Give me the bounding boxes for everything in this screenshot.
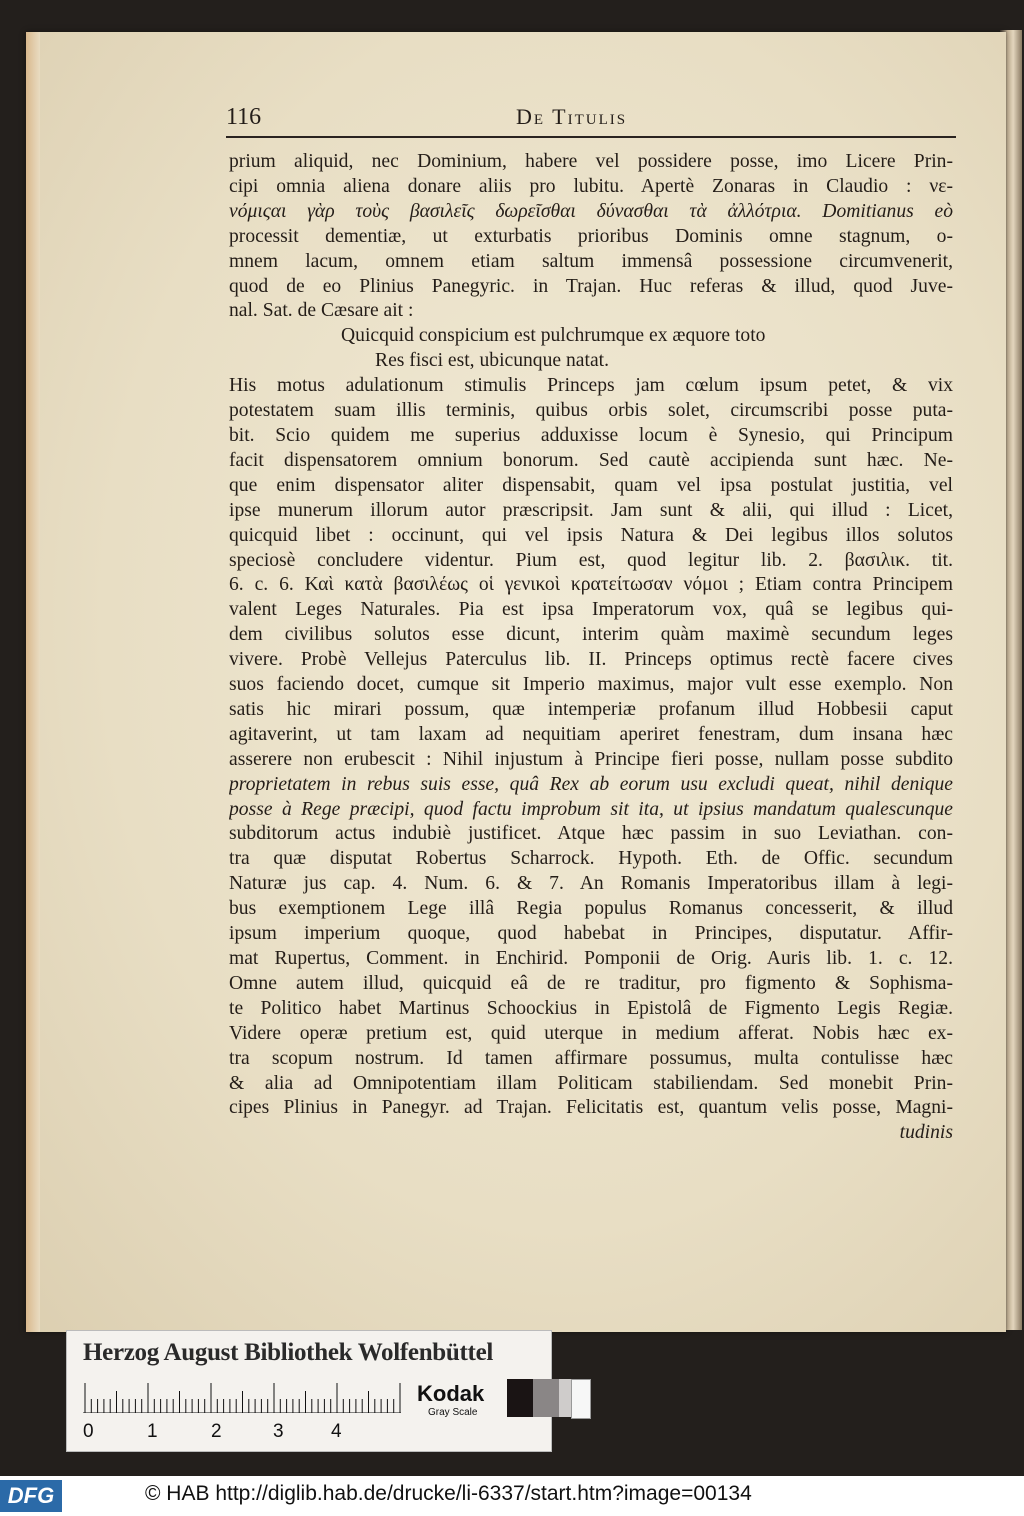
catchword: tudinis	[899, 1122, 953, 1144]
ruler-number: 3	[273, 1421, 284, 1442]
text-line: & alia ad Omnipotentiam illam Politicam stabiliendam. Sed monebit Prin-	[229, 1072, 953, 1094]
verse-line: Quicquid conspicium est pulchrumque ex æquore toto	[341, 325, 766, 347]
ruler-number: 4	[331, 1421, 342, 1442]
gray-patch-dark	[533, 1379, 559, 1417]
text-line: Omne autem illud, quicquid eâ de re traditur, pro figmento & Sophisma-	[229, 972, 953, 994]
text-line: cipes Plinius in Panegyr. ad Trajan. Felicitatis est, quantum velis posse, Magni-	[229, 1097, 953, 1119]
text-line: suos faciendo docet, cumque sit Imperio maximus, major vult esse exemplo. Non	[229, 674, 953, 696]
text-line: satis hic mirari possum, quæ intemperiæ profanum illud Hobbesii caput	[229, 698, 953, 720]
gray-patch-black	[507, 1379, 533, 1417]
text-line: ipsum imperium quoque, quod habebat in Principes, disputatur. Affir-	[229, 923, 953, 945]
dfg-logo: DFG	[0, 1480, 62, 1512]
text-line: tra quæ disputat Robertus Scharrock. Hypoth. Eth. de Offic. secundum	[229, 848, 953, 870]
text-line: mat Rupertus, Comment. in Enchirid. Pomponii de Orig. Auris lib. 1. c. 12.	[229, 948, 953, 969]
text-line: cipi omnia aliena donare aliis pro lubitu. Apertè Zonaras in Claudio : νε-	[229, 175, 953, 197]
page-gutter	[26, 32, 40, 1332]
text-line: potestatem suam illis terminis, quibus orbis solet, circumscribi posse puta-	[229, 400, 953, 422]
text-line: νόμιςαι γὰρ τοὺς βασιλεῖς δωρεῖσθαι δύνασθαι τὰ ἀλλότρια. Domitianus eò	[229, 200, 953, 222]
text-line: processit dementiæ, ut exturbatis prioribus Dominis omne stagnum, o-	[229, 225, 953, 247]
text-line: nal. Sat. de Cæsare ait :	[229, 300, 414, 322]
text-line: ipse munerum illorum autor præscripsit. Jam sunt & alii, qui illud : Licet,	[229, 499, 953, 521]
kodak-logo: Kodak	[417, 1381, 485, 1406]
ruler-number: 1	[147, 1421, 158, 1442]
text-line: facit dispensatorem omnium bonorum. Sed cautè accipienda sunt hæc. Ne-	[229, 449, 953, 471]
ruler-scale	[83, 1381, 401, 1413]
text-line: que enim dispensator aliter dispensabit, quam vel ipsa postulat justitia, vel	[229, 474, 953, 496]
body-text	[229, 150, 953, 1146]
text-line: quod de eo Plinius Panegyric. in Trajan. Huc referas & illud, quod Juve-	[229, 275, 953, 297]
text-line: proprietatem in rebus suis esse, quâ Rex ab eorum usu excludi queat, nihil denique	[229, 773, 953, 795]
ruler-number: 0	[83, 1421, 94, 1442]
text-line: valent Leges Naturales. Pia est ipsa Imperatorum vox, quâ se legibus qui-	[229, 599, 953, 621]
verse-line: Res fisci est, ubicunque natat.	[375, 350, 609, 372]
gray-patch-light	[559, 1379, 571, 1417]
text-line: 6. c. 6. Καὶ κατὰ βασιλέως οἱ γενικοὶ κρατείτωσαν νόμοι ; Etiam contra Principem	[229, 574, 953, 596]
gray-scale-label: Gray Scale	[428, 1407, 478, 1418]
copyright-text: © HAB http://diglib.hab.de/drucke/li-6337/start.htm?image=00134	[145, 1482, 752, 1505]
ruler-numbers	[77, 1421, 407, 1445]
ruler-number: 2	[211, 1421, 222, 1442]
library-name: Herzog August Bibliothek Wolfenbüttel	[83, 1339, 494, 1366]
gray-patch-white	[571, 1379, 591, 1419]
text-line: speciosè concludere videntur. Pium est, quod legitur lib. 2. βασιλικ. tit.	[229, 549, 953, 571]
color-target-card	[66, 1330, 552, 1452]
page-header	[226, 104, 956, 138]
running-title: De Titulis	[516, 104, 628, 129]
text-line: mnem lacum, omnem etiam saltum immensâ possessione circumvenerit,	[229, 250, 953, 272]
text-line: dem civilibus solutos esse dicunt, interim quàm maximè secundum leges	[229, 624, 953, 646]
text-line: bit. Scio quidem me superius adduxisse locum è Synesio, qui Principum	[229, 424, 953, 446]
text-line: quicquid libet : occinunt, qui vel ipsis Natura & Dei legibus illos solutos	[229, 524, 953, 546]
text-line: Videre operæ pretium est, quid uterque in medium afferat. Nobis hæc ex-	[229, 1022, 953, 1044]
text-line: bus exemptionem Lege illâ Regia populus Romanus concesserit, & illud	[229, 898, 953, 920]
text-line: asserere non erubescit : Nihil injustum à Principe fieri posse, nullam posse subdito	[229, 748, 953, 770]
text-line: te Politico habet Martinus Schoockius in Epistolâ de Figmento Legis Regiæ.	[229, 997, 953, 1019]
text-line: His motus adulationum stimulis Princeps jam cœlum ipsum petet, & vix	[229, 375, 953, 397]
text-line: posse à Rege præcipi, quod factu improbum sit ita, ut ipsius mandatum qualescunque	[229, 798, 953, 820]
text-line: vivere. Probè Vellejus Paterculus lib. II. Princeps optimus rectè facere cives	[229, 649, 953, 671]
text-line: subditorum actus indubiè justificet. Atque hæc passim in suo Leviathan. con-	[229, 823, 953, 845]
text-line: Naturæ jus cap. 4. Num. 6. & 7. An Romanis Imperatoribus illam à legi-	[229, 873, 953, 895]
page-number: 116	[226, 104, 262, 130]
text-line: tra scopum nostrum. Id tamen affirmare possumus, multa contulisse hæc	[229, 1047, 953, 1069]
text-line: agitaverint, ut tam laxam ad nequitiam aperiret fenestram, dum insana hæc	[229, 723, 953, 745]
footer-bar	[0, 1476, 1024, 1516]
text-line: prium aliquid, nec Dominium, habere vel possidere posse, imo Licere Prin-	[229, 151, 953, 172]
